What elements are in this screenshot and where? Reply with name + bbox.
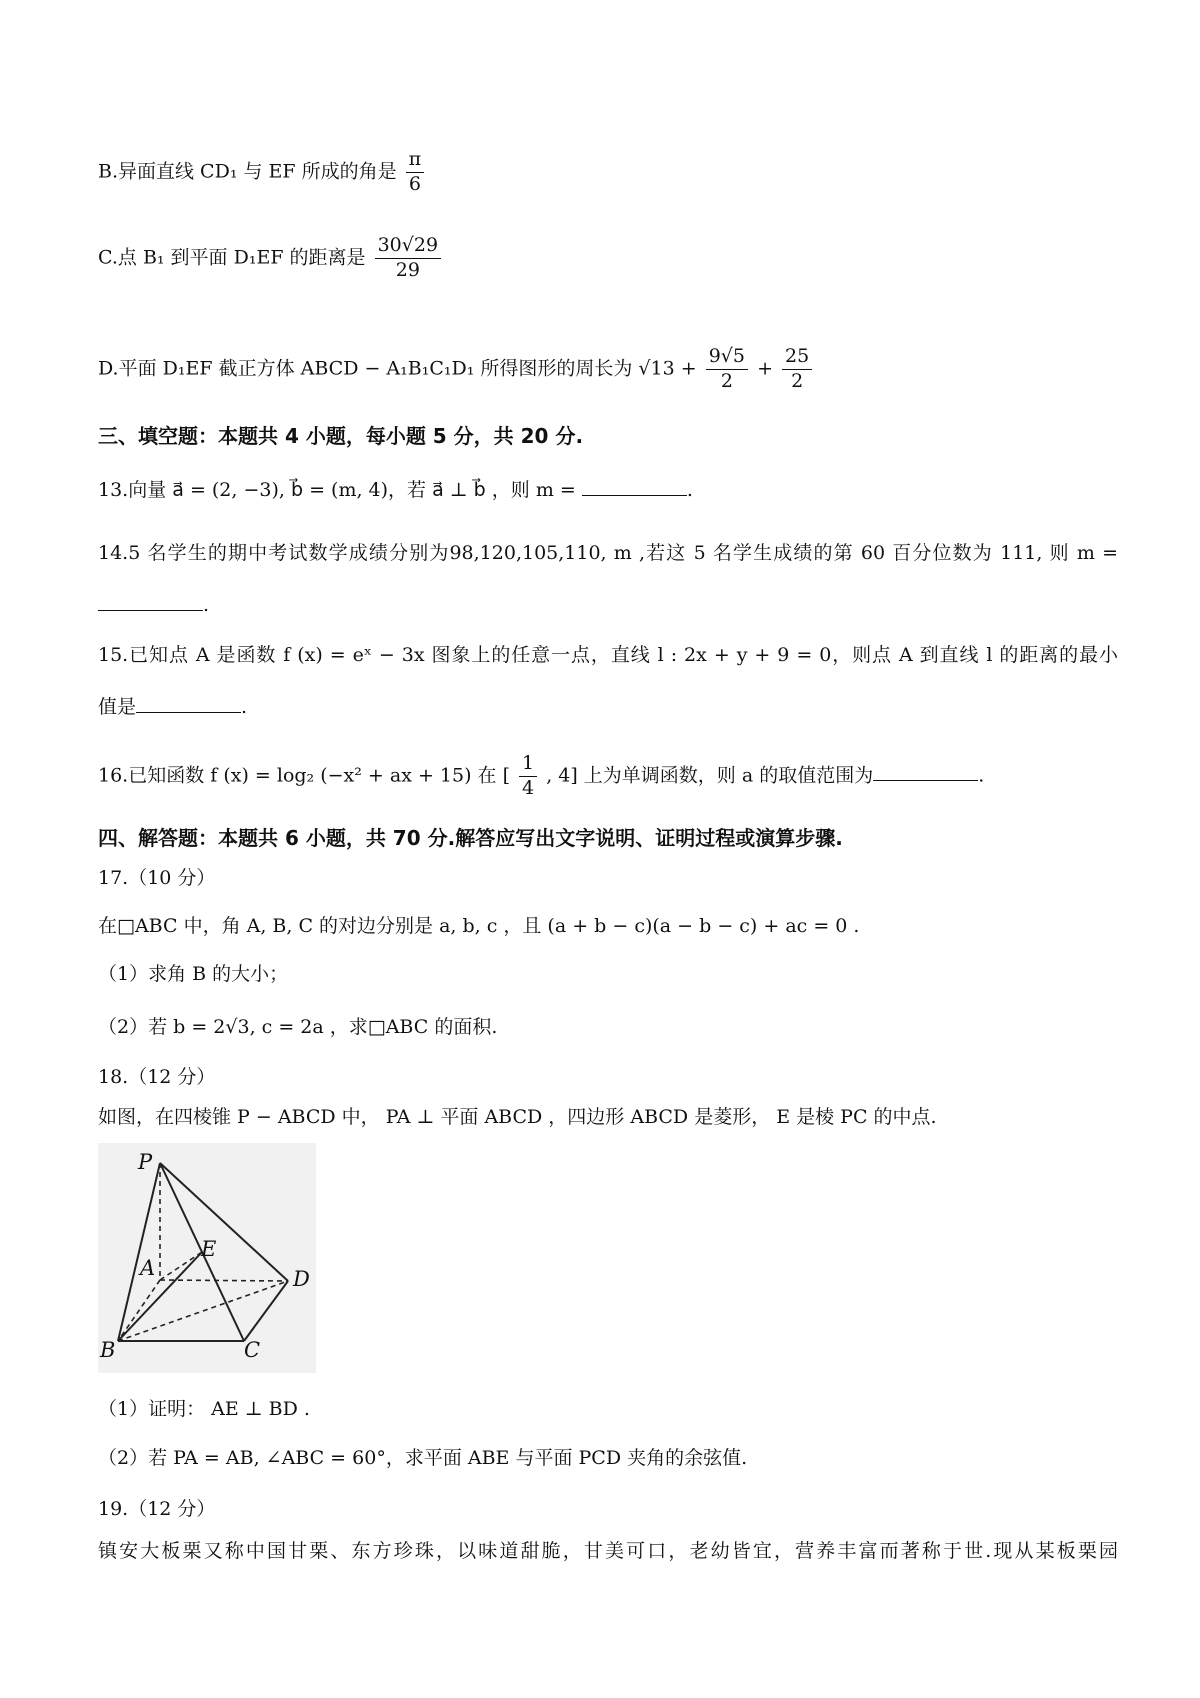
answer-blank [98,592,203,611]
answer-blank [136,694,241,713]
question-18-part-2: （2）若 PA = AB, ∠ABC = 60°，求平面 ABE 与平面 PCD 夹角的余弦值. [98,1447,748,1469]
section-4-heading: 四、解答题：本题共 6 小题，共 70 分.解答应写出文字说明、证明过程或演算步骤. [98,826,843,850]
pyramid-figure [98,1143,316,1373]
option-b [98,148,427,197]
question-16: 16.已知函数 f (x) = log₂ (−x² + ax + 15) 在 [ $\frac{1}{4}$ , 4] 上为单调函数，则 a 的取值范围为 . [98,752,985,799]
option-d-fraction-2: $\frac{25}{2}$ [782,345,812,394]
label-D: D [293,1267,310,1291]
edge-CD [244,1281,288,1341]
question-18-text: 如图，在四棱锥 P − ABCD 中， PA ⊥ 平面 ABCD ，四边形 ABCD 是菱形， E 是棱 PC 的中点. [98,1106,937,1128]
section-3-heading: 三、填空题：本题共 4 小题，每小题 5 分，共 20 分. [98,424,584,448]
option-b-text: B.异面直线 CD₁ 与 EF 所成的角是 [98,160,397,183]
edge-PD [160,1163,288,1281]
question-17-text: 在□ABC 中，角 A, B, C 的对边分别是 a, b, c ，且 (a + b − c)(a − b − c) + ac = 0 . [98,915,860,937]
segment-BD-hidden [118,1281,288,1341]
question-19-text: 镇安大板栗又称中国甘栗、东方珍珠，以味道甜脆，甘美可口，老幼皆宜，营养丰富而著称于世.现从某板栗园 [98,1540,1118,1562]
edge-PB [118,1163,160,1341]
question-15-answer-line: 值是 . [98,696,248,718]
question-18-part-1: （1）证明： AE ⊥ BD . [98,1398,310,1420]
question-19-header: 19.（12 分） [98,1498,216,1520]
segment-AE-hidden [160,1252,202,1280]
label-B: B [100,1338,116,1362]
question-13: 13.向量 a⃗ = (2, −3), b⃗ = (m, 4)，若 a⃗ ⊥ b⃗ ，则 m = . [98,479,693,501]
question-16-fraction: $\frac{1}{4}$ [519,752,537,801]
answer-blank [582,477,687,496]
question-17-part-1: （1）求角 B 的大小； [98,963,289,985]
option-c-fraction: $\frac{30√29}{29}$ [375,234,441,283]
label-A: A [140,1256,156,1280]
question-16-text: 16.已知函数 f (x) = log₂ (−x² + ax + 15) 在 [ [98,764,510,787]
question-15: 15.已知点 A 是函数 f (x) = eˣ − 3x 图象上的任意一点，直线 l : 2x + y + 9 = 0，则点 A 到直线 l 的距离的最小 [98,644,1118,666]
pyramid-diagram [98,1143,316,1373]
option-b-fraction: $\frac{\pi}{6}$ [406,148,425,197]
question-14: 14.5 名学生的期中考试数学成绩分别为98,120,105,110, m ,若这 5 名学生成绩的第 60 百分位数为 111, 则 m = [98,542,1118,564]
label-C: C [244,1338,261,1362]
question-17-header: 17.（10 分） [98,867,216,889]
answer-blank [873,762,978,781]
option-c-text: C.点 B₁ 到平面 D₁EF 的距离是 [98,246,366,269]
option-d-text: D.平面 D₁EF 截正方体 ABCD − A₁B₁C₁D₁ 所得图形的周长为 √13 + [98,357,697,380]
question-13-text: 13.向量 a⃗ = (2, −3), b⃗ = (m, 4)，若 a⃗ ⊥ b⃗ ，则 m = [98,479,582,501]
question-14-answer-line: . [98,592,209,617]
option-d-fraction-1: $\frac{9√5}{2}$ [706,345,748,394]
question-18-header: 18.（12 分） [98,1066,216,1088]
label-E: E [201,1237,217,1261]
question-17-part-2: （2）若 b = 2√3, c = 2a ，求□ABC 的面积. [98,1016,498,1038]
option-d [98,345,815,394]
edge-AD-hidden [160,1280,288,1281]
option-d-plus: + [757,357,773,380]
option-c [98,234,444,283]
label-P: P [138,1150,153,1174]
